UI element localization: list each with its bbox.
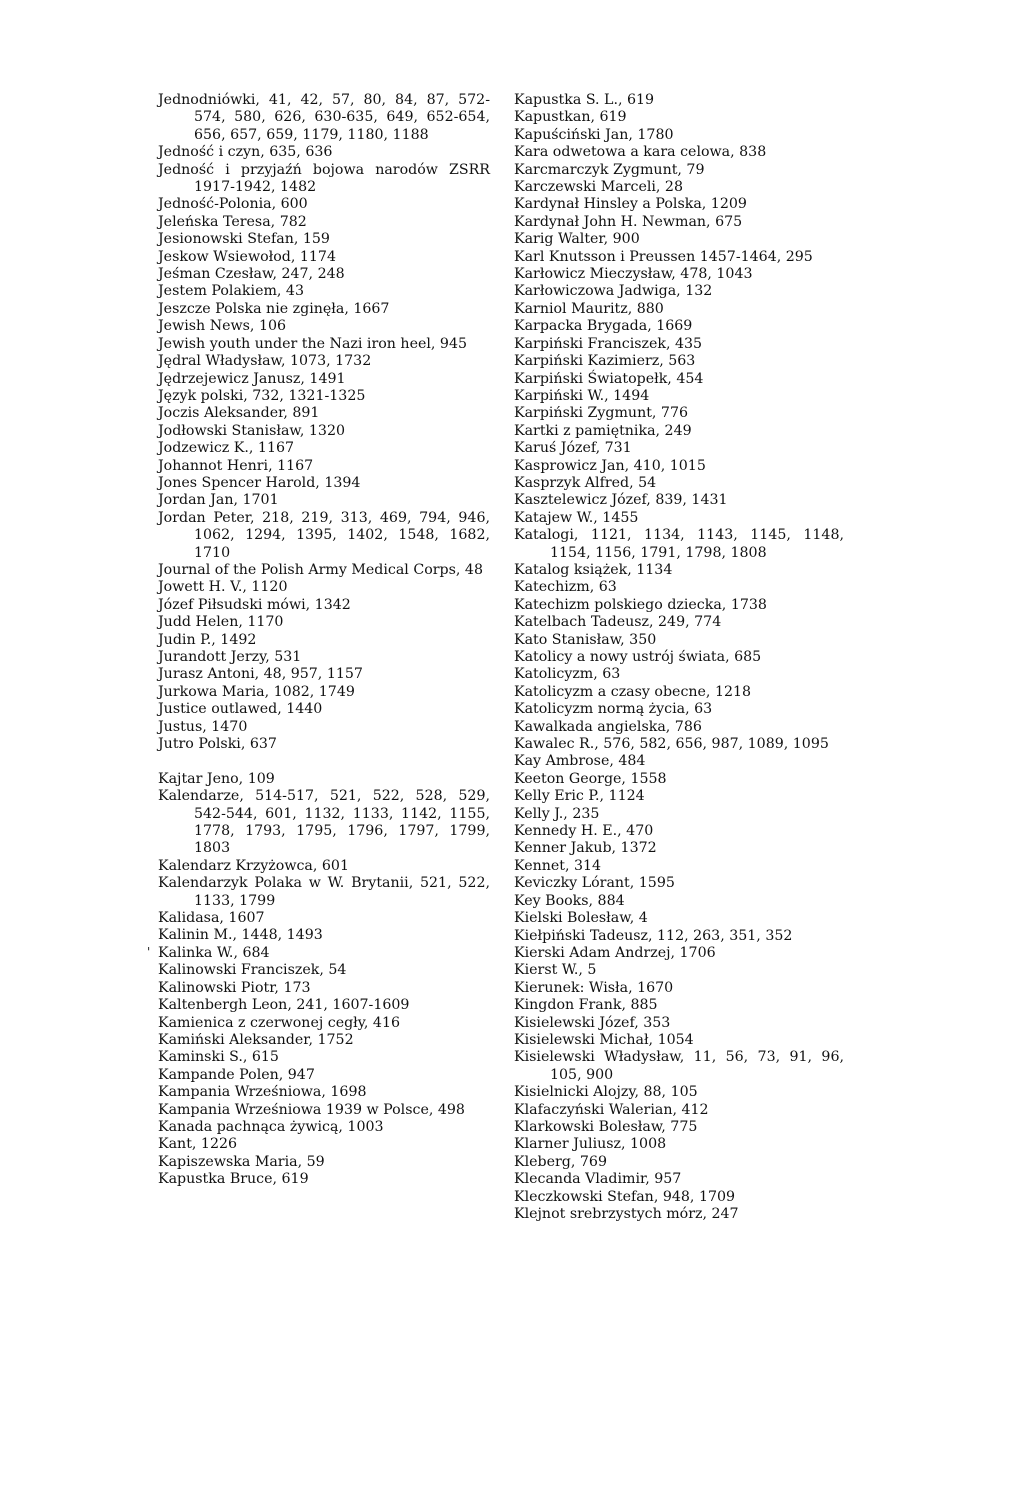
index-entry: Kato Stanisław, 350 bbox=[514, 631, 657, 648]
index-entry: Jeśman Czesław, 247, 248 bbox=[158, 266, 345, 283]
index-entry: Justice outlawed, 1440 bbox=[158, 701, 323, 718]
index-entry: Kaminski S., 615 bbox=[158, 1049, 279, 1066]
index-entry: Jednodniówki, 41, 42, 57, 80, 84, 87, 572-574, 580, 626, 630-635, 649, 652-654, 656, 657, 659, 1179, 1180, 1188 bbox=[158, 92, 490, 143]
index-entry: Katolicyzm, 63 bbox=[514, 666, 621, 683]
index-column-right bbox=[514, 92, 844, 1223]
index-entry: Kierski Adam Andrzej, 1706 bbox=[514, 944, 716, 961]
index-entry: Kalidasa, 1607 bbox=[158, 910, 265, 927]
index-entry: Kleberg, 769 bbox=[514, 1153, 607, 1170]
index-entry: Jedność-Polonia, 600 bbox=[158, 196, 308, 213]
index-entry: Jurandott Jerzy, 531 bbox=[158, 649, 302, 665]
index-entry: Katelbach Tadeusz, 249, 774 bbox=[514, 614, 722, 631]
index-entry: Johannot Henri, 1167 bbox=[158, 457, 314, 474]
index-entry: Klejnot srebrzystych mórz, 247 bbox=[514, 1206, 739, 1222]
index-entry: Karpiński W., 1494 bbox=[514, 387, 650, 404]
index-entry: Journal of the Polish Army Medical Corps, 48 bbox=[158, 561, 483, 578]
index-entry: Kay Ambrose, 484 bbox=[514, 753, 646, 770]
index-entry: Karl Knutsson i Preussen 1457-1464, 295 bbox=[514, 248, 813, 265]
index-entry: Kielski Bolesław, 4 bbox=[514, 910, 648, 927]
index-entry: Jędrzejewicz Janusz, 1491 bbox=[158, 370, 346, 387]
index-entry: Kierunek: Wisła, 1670 bbox=[514, 979, 674, 996]
index-entry: Karpiński Zygmunt, 776 bbox=[514, 405, 689, 422]
index-entry: Katajew W., 1455 bbox=[514, 509, 639, 526]
index-entry: Jeskow Wsiewołod, 1174 bbox=[158, 248, 336, 265]
index-entry: Kampania Wrześniowa 1939 w Polsce, 498 bbox=[158, 1101, 465, 1118]
index-entry: Karpiński Kazimierz, 563 bbox=[514, 353, 696, 370]
index-entry: Karpiński Franciszek, 435 bbox=[514, 335, 703, 352]
index-entry: Kanada pachnąca żywicą, 1003 bbox=[158, 1118, 384, 1135]
index-entry: Kalinka W., 684 bbox=[158, 944, 270, 961]
margin-tick-mark: ' bbox=[147, 945, 151, 959]
index-entry: Jedność i przyjaźń bojowa narodów ZSRR 1917-1942, 1482 bbox=[158, 161, 490, 196]
index-entry: Kisielewski Władysław, 11, 56, 73, 91, 96, 105, 900 bbox=[514, 1049, 844, 1083]
index-entry: Kara odwetowa a kara celowa, 838 bbox=[514, 144, 767, 161]
index-entry: Jodzewicz K., 1167 bbox=[158, 440, 295, 457]
index-entry: Jurasz Antoni, 48, 957, 1157 bbox=[158, 666, 363, 683]
index-entry: Katalog książek, 1134 bbox=[514, 561, 673, 578]
index-entry: Kapustkan, 619 bbox=[514, 109, 627, 126]
index-entry: Kapiszewska Maria, 59 bbox=[158, 1153, 325, 1170]
index-column-left bbox=[158, 92, 490, 1189]
index-entry: Kelly J., 235 bbox=[514, 805, 600, 822]
index-entry: Katolicy a nowy ustrój świata, 685 bbox=[514, 649, 762, 665]
index-entry: Kalinin M., 1448, 1493 bbox=[158, 927, 323, 944]
index-entry: Keeton George, 1558 bbox=[514, 770, 667, 787]
index-entry: Keviczky Lórant, 1595 bbox=[514, 875, 675, 892]
index-entry: Kaltenbergh Leon, 241, 1607-1609 bbox=[158, 997, 410, 1014]
index-entry: Kleczkowski Stefan, 948, 1709 bbox=[514, 1188, 736, 1205]
index-entry: Klafaczyński Walerian, 412 bbox=[514, 1101, 709, 1118]
index-entry: Katechizm, 63 bbox=[514, 579, 617, 596]
index-entry: Kalinowski Piotr, 173 bbox=[158, 979, 311, 996]
index-entry: Kawalec R., 576, 582, 656, 987, 1089, 1095 bbox=[514, 736, 829, 753]
index-entry: Jestem Polakiem, 43 bbox=[158, 283, 304, 300]
index-entry: Kawalkada angielska, 786 bbox=[514, 718, 702, 735]
index-entry: Katolicyzm normą życia, 63 bbox=[514, 701, 713, 718]
index-entry: Jutro Polski, 637 bbox=[158, 736, 277, 753]
index-entry: Justus, 1470 bbox=[158, 718, 248, 735]
index-entry: Klarner Juliusz, 1008 bbox=[514, 1136, 667, 1153]
index-entry: Jurkowa Maria, 1082, 1749 bbox=[158, 683, 355, 700]
index-entry: Katechizm polskiego dziecka, 1738 bbox=[514, 596, 767, 613]
index-entry: Jordan Jan, 1701 bbox=[158, 492, 279, 509]
index-entry: Judin P., 1492 bbox=[158, 631, 257, 648]
index-entry: Jedność i czyn, 635, 636 bbox=[158, 144, 333, 161]
index-entry: Jędral Władysław, 1073, 1732 bbox=[158, 353, 372, 370]
index-entry: Karpacka Brygada, 1669 bbox=[514, 318, 693, 335]
index-entry: Kampande Polen, 947 bbox=[158, 1066, 315, 1083]
index-entry: Kapustka Bruce, 619 bbox=[158, 1171, 309, 1188]
index-entry: Kisielewski Józef, 353 bbox=[514, 1014, 671, 1031]
index-entry: Kenner Jakub, 1372 bbox=[514, 840, 657, 857]
index-entry: Judd Helen, 1170 bbox=[158, 614, 284, 631]
index-entry: Kajtar Jeno, 109 bbox=[158, 770, 275, 787]
index-entry: Język polski, 732, 1321-1325 bbox=[158, 387, 366, 404]
index-entry: Jeszcze Polska nie zginęła, 1667 bbox=[158, 300, 390, 317]
index-entry: Karuś Józef, 731 bbox=[514, 440, 632, 457]
index-entry: Kasprzyk Alfred, 54 bbox=[514, 474, 657, 491]
index-entry: Jewish youth under the Nazi iron heel, 945 bbox=[158, 335, 467, 352]
index-entry: Kapustka S. L., 619 bbox=[514, 92, 655, 108]
index-entry: Karpiński Światopełk, 454 bbox=[514, 370, 704, 387]
index-entry: Katolicyzm a czasy obecne, 1218 bbox=[514, 683, 752, 700]
index-entry: Kalendarze, 514-517, 521, 522, 528, 529, 542-544, 601, 1132, 1133, 1142, 1155, 1778, 1793, 1795, 1796, 1797, 1799, 1803 bbox=[158, 788, 490, 857]
index-entry: Katalogi, 1121, 1134, 1143, 1145, 1148, 1154, 1156, 1791, 1798, 1808 bbox=[514, 527, 844, 561]
index-entry: Karłowiczowa Jadwiga, 132 bbox=[514, 283, 713, 300]
index-entry: Kalendarz Krzyżowca, 601 bbox=[158, 857, 349, 874]
index-entry: Kierst W., 5 bbox=[514, 962, 597, 979]
index-entry: Karczewski Marceli, 28 bbox=[514, 179, 683, 196]
index-entry: Key Books, 884 bbox=[514, 892, 625, 909]
index-entry: Klarkowski Bolesław, 775 bbox=[514, 1118, 698, 1135]
index-entry: Kalinowski Franciszek, 54 bbox=[158, 962, 347, 979]
index-entry: Klecanda Vladimir, 957 bbox=[514, 1171, 682, 1188]
index-entry: Kingdon Frank, 885 bbox=[514, 997, 658, 1014]
index-entry: Jewish News, 106 bbox=[158, 318, 287, 335]
index-entry: Kennedy H. E., 470 bbox=[514, 823, 654, 840]
index-entry: Kapuściński Jan, 1780 bbox=[514, 126, 674, 143]
index-entry: Jordan Peter, 218, 219, 313, 469, 794, 946, 1062, 1294, 1395, 1402, 1548, 1682, 1710 bbox=[158, 509, 490, 561]
index-entry: Kampania Wrześniowa, 1698 bbox=[158, 1084, 367, 1101]
index-entry: Kisielewski Michał, 1054 bbox=[514, 1031, 694, 1048]
index-entry: Jesionowski Stefan, 159 bbox=[158, 231, 330, 248]
section-gap bbox=[158, 753, 490, 770]
index-entry: Karłowicz Mieczysław, 478, 1043 bbox=[514, 266, 753, 283]
index-entry: Jodłowski Stanisław, 1320 bbox=[158, 422, 345, 439]
index-entry: Kamiński Aleksander, 1752 bbox=[158, 1031, 354, 1048]
index-entry: Karcmarczyk Zygmunt, 79 bbox=[514, 161, 705, 178]
index-entry: Kiełpiński Tadeusz, 112, 263, 351, 352 bbox=[514, 927, 793, 944]
index-entry: Karig Walter, 900 bbox=[514, 231, 640, 248]
index-entry: Kisielnicki Alojzy, 88, 105 bbox=[514, 1084, 698, 1101]
index-entry: Jowett H. V., 1120 bbox=[158, 579, 288, 596]
index-entry: Kamienica z czerwonej cegły, 416 bbox=[158, 1014, 400, 1031]
index-entry: Joczis Aleksander, 891 bbox=[158, 405, 320, 422]
index-entry: Kelly Eric P., 1124 bbox=[514, 788, 645, 805]
index-entry: Kardynał John H. Newman, 675 bbox=[514, 213, 743, 230]
index-entry: Kant, 1226 bbox=[158, 1136, 238, 1153]
index-entry: Jeleńska Teresa, 782 bbox=[158, 213, 307, 230]
index-entry: Kasprowicz Jan, 410, 1015 bbox=[514, 457, 706, 474]
index-entry: Kartki z pamiętnika, 249 bbox=[514, 422, 692, 439]
index-entry: Jones Spencer Harold, 1394 bbox=[158, 474, 361, 491]
index-entry: Kennet, 314 bbox=[514, 857, 602, 874]
index-entry: Kardynał Hinsley a Polska, 1209 bbox=[514, 196, 747, 213]
index-entry: Józef Piłsudski mówi, 1342 bbox=[158, 596, 351, 613]
index-entry: Kasztelewicz Józef, 839, 1431 bbox=[514, 492, 728, 509]
index-entry: Kalendarzyk Polaka w W. Brytanii, 521, 522, 1133, 1799 bbox=[158, 875, 490, 909]
index-entry: Karniol Mauritz, 880 bbox=[514, 300, 664, 317]
